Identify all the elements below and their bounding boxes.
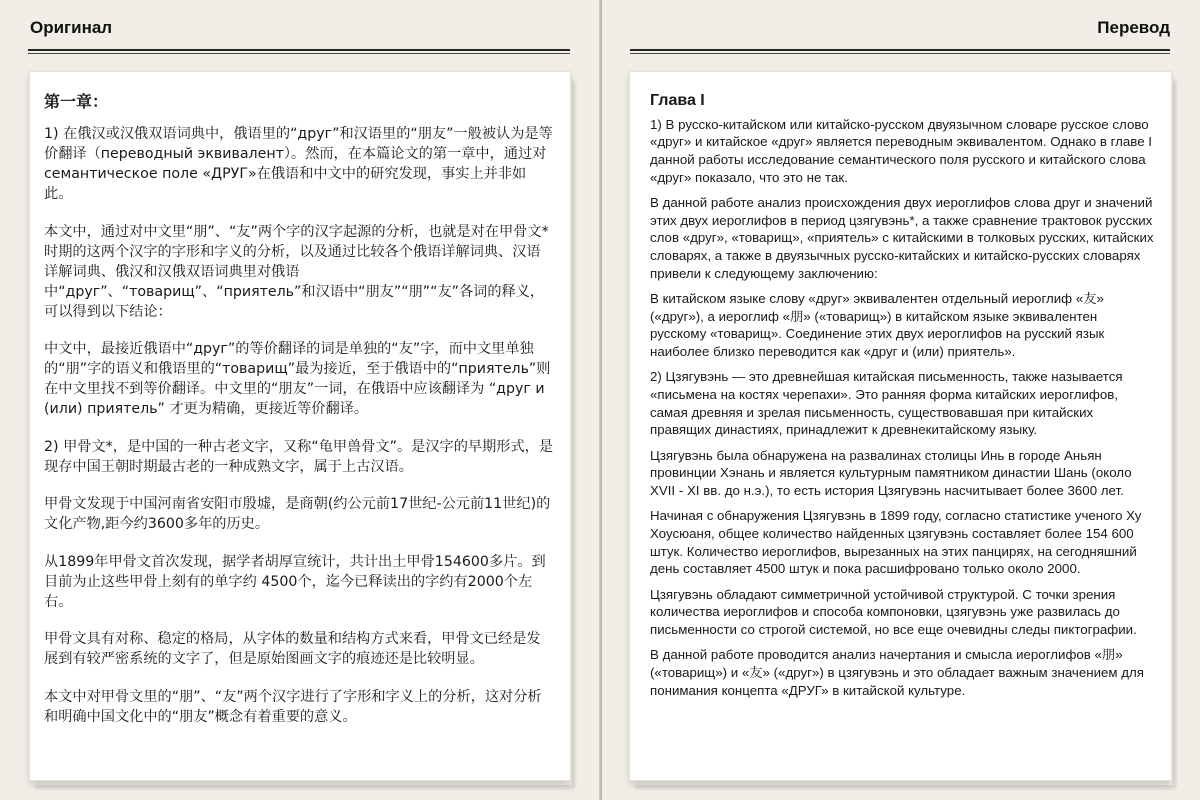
translation-paragraph: 2) Цзягувэнь — это древнейшая китайская письменность, также называется «письмена на костях черепахи». Это ранняя форма китайских иероглифов, самая древняя и зрелая письменность, существовавшая при китайских правящих династиях, принадлежит к древнекитайскому языку. <box>650 369 1123 438</box>
original-paragraph: 1) 在俄汉或汉俄双语词典中，俄语里的“друг”和汉语里的“朋友”一般被认为是等价翻译（переводный эквивалент）。然而，在本篇论文的第一章中，通过对 семантическое поле «ДРУГ»在俄语和中文中的研究发现，事实上并非如此。 <box>44 126 553 202</box>
translation-paragraph: В данной работе проводится анализ начертания и смысла иероглифов «朋» («товарищ») и «友» («друг») в цзягувэнь и это обладает важным значением для понимания концепта «ДРУГ» в китайской культуре. <box>650 647 1144 698</box>
translation-header: Перевод <box>1097 18 1170 37</box>
original-paragraph: 甲骨文具有对称、稳定的格局，从字体的数量和结构方式来看，甲骨文已经是发展到有较严密系统的文字了，但是原始图画文字的痕迹还是比较明显。 <box>44 631 541 667</box>
original-header: Оригинал <box>30 18 113 37</box>
translation-paragraph: В данной работе анализ происхождения двух иероглифов слова друг и значений этих двух иероглифов в период цзягувэнь*, а также сравнение трактовок русских слов «друг», «товарищ», «приятель» с китайскими в толковых русских, китайских словарях, а также в двуязычных русско-китайских и китайско-русских словарях привели к следующему заключению: <box>650 195 1154 281</box>
original-paragraph: 甲骨文发现于中国河南省安阳市殷墟，是商朝(约公元前17世纪-公元前11世纪)的文化产物,距今约3600多年的历史。 <box>44 496 551 532</box>
translation-page[interactable] <box>630 72 1171 780</box>
translation-pane <box>602 0 1200 800</box>
original-page[interactable] <box>30 72 570 780</box>
original-paragraph: 本文中，通过对中文里“朋”、“友”两个字的汉字起源的分析，也就是对在甲骨文*时期的这两个汉字的字形和字义的分析，以及通过比较各个俄语详解词典、汉语详解词典、俄汉和汉俄双语词典里对俄语中“друг”、“товарищ”、“приятель”和汉语中“朋友”“朋”“友”各词的释义，可以得到以下结论： <box>44 223 549 320</box>
original-paragraph: 中文中，最接近俄语中“друг”的等价翻译的词是单独的“友”字，而中文里单独的“朋”字的语义和俄语里的“товарищ”最为接近，至于俄语中的“приятель”则在中文里找不到等价翻译。中文里的“朋友”一词，在俄语中应该翻译为 “друг и (или) приятель” 才更为精确，更接近等价翻译。 <box>44 341 551 417</box>
translation-paragraph: Начиная с обнаружения Цзягувэнь в 1899 году, согласно статистике ученого Ху Хоусюаня, общее количество найденных цзягувэнь составляет более 154 600 штук. Количество иероглифов, вырезанных на этих панцирях, на сегодняшний день составляет 4500 штук и пока расшифровано только около 2000. <box>650 508 1142 577</box>
original-chapter-title: 第一章： <box>44 92 109 111</box>
original-header-rule <box>28 49 570 54</box>
translation-paragraph: Цзягувэнь была обнаружена на развалинах столицы Инь в городе Аньян провинции Хэнань и является культурным памятником династии Шань (около XVII - XI вв. до н.э.), то есть история Цзягувэнь насчитывает более 3600 лет. <box>650 447 1132 499</box>
translation-paragraph: Цзягувэнь обладают симметричной устойчивой структурой. С точки зрения количества иероглифов и способа компоновки, цзягувэнь уже развилась до письменности со строгой системой, но все еще очевидны следы пиктографии. <box>650 586 1137 637</box>
translation-chapter-title: Глава I <box>650 92 705 109</box>
original-paragraph: 2) 甲骨文*，是中国的一种古老文字，又称“龟甲兽骨文”。是汉字的早期形式，是现存中国王朝时期最古老的一种成熟文字，属于上古汉语。 <box>44 438 554 475</box>
original-paragraph: 本文中对甲骨文里的“朋”、“友”两个汉字进行了字形和字义上的分析，这对分析和明确中国文化中的“朋友”概念有着重要的意义。 <box>44 688 542 725</box>
translation-header-rule <box>630 49 1170 54</box>
original-paragraph: 从1899年甲骨文首次发现，据学者胡厚宣统计，共计出土甲骨154600多片。到目前为止这些甲骨上刻有的单字约 4500个，迄今已释读出的字约有2000个左右。 <box>44 553 546 610</box>
translation-paragraph: 1) В русско-китайском или китайско-русском двуязычном словаре русское слово «друг» и китайское «друг» является переводным эквивалентом. Однако в главе I данной работы исследование семантического поля русского и китайского слова «друг» показало, что это не так. <box>650 116 1152 185</box>
translation-paragraph: В китайском языке слову «друг» эквивалентен отдельный иероглиф «友» («друг»), а иероглиф «朋» («товарищ») в китайском языке эквивалентен русскому «товарищ». Соединение этих двух иероглифов на русский язык наиболее близко переводится как «друг и (или) приятель». <box>650 291 1105 360</box>
